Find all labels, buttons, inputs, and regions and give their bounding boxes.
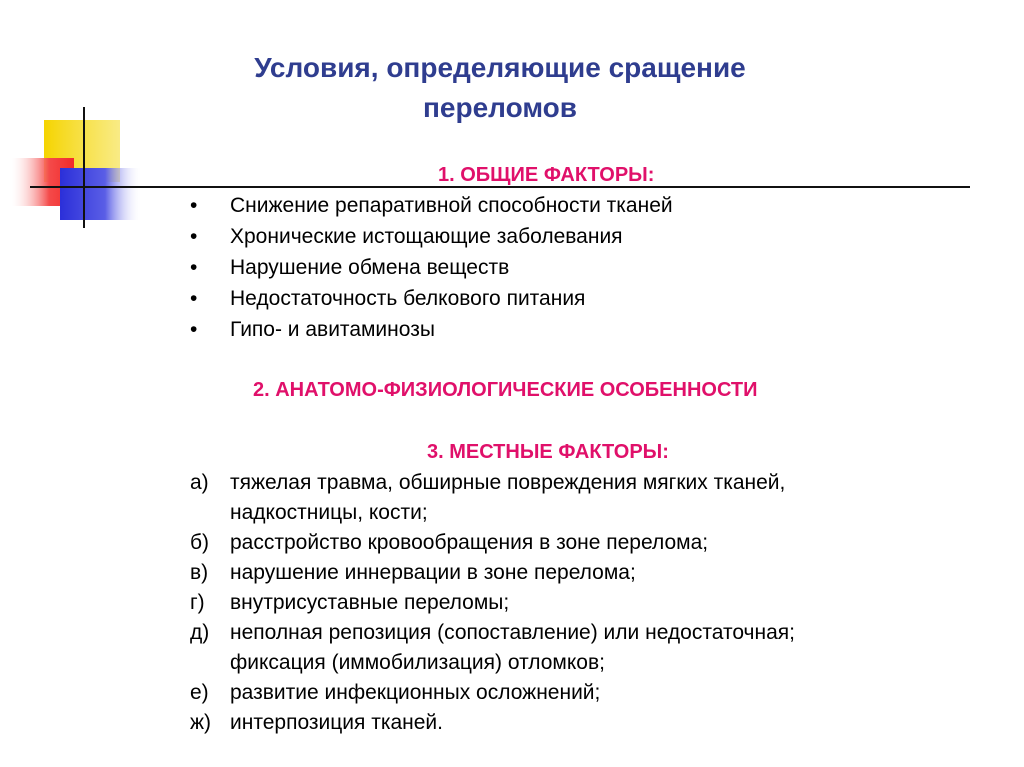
list-item-text: внутрисуставные переломы; xyxy=(230,591,510,614)
list-marker: е) xyxy=(190,681,209,704)
title-line-1: Условия, определяющие сращение xyxy=(254,52,746,83)
list-marker: д) xyxy=(190,621,210,644)
list-item-continuation xyxy=(190,498,1010,528)
list-item xyxy=(190,678,1010,708)
list-marker: г) xyxy=(190,591,205,614)
decorative-squares-graphic xyxy=(0,0,200,240)
title-line-2: переломов xyxy=(423,92,577,123)
bullet-marker: • xyxy=(190,256,198,279)
list-item-text: Гипо- и авитаминозы xyxy=(230,318,435,341)
list-item-text: нарушение иннервации в зоне перелома; xyxy=(230,561,636,584)
list-item xyxy=(190,468,1010,498)
page-title xyxy=(200,48,800,128)
list-item xyxy=(190,708,1010,738)
list-item xyxy=(190,314,990,345)
list-item xyxy=(190,190,990,221)
list-item-text: Нарушение обмена веществ xyxy=(230,256,510,279)
bullet-marker: • xyxy=(190,225,198,248)
list-item-text: Недостаточность белкового питания xyxy=(230,287,586,310)
local-factors-list xyxy=(190,468,1010,738)
bullet-marker: • xyxy=(190,194,198,217)
section-heading-local-factors: 3. МЕСТНЫЕ ФАКТОРЫ: xyxy=(427,441,669,463)
list-item xyxy=(190,618,1010,648)
list-item-text: тяжелая травма, обширные повреждения мягких тканей, xyxy=(230,471,786,494)
list-item-text: фиксация (иммобилизация) отломков; xyxy=(230,651,605,674)
list-item-text: надкостницы, кости; xyxy=(230,501,428,524)
list-marker: ж) xyxy=(190,711,212,734)
list-item xyxy=(190,221,990,252)
list-marker: б) xyxy=(190,531,210,554)
list-item-text: Снижение репаративной способности тканей xyxy=(230,194,673,217)
list-item xyxy=(190,283,990,314)
bullet-marker: • xyxy=(190,287,198,310)
list-item xyxy=(190,252,990,283)
general-factors-list xyxy=(190,190,990,345)
list-marker: а) xyxy=(190,471,209,494)
list-item xyxy=(190,528,1010,558)
list-marker: в) xyxy=(190,561,209,584)
blue-square xyxy=(60,168,142,220)
list-item xyxy=(190,588,1010,618)
list-item xyxy=(190,558,1010,588)
bullet-marker: • xyxy=(190,318,198,341)
list-item-text: развитие инфекционных осложнений; xyxy=(230,681,601,704)
list-item-continuation xyxy=(190,648,1010,678)
list-item-text: неполная репозиция (сопоставление) или недостаточная; xyxy=(230,621,795,644)
list-item-text: расстройство кровообращения в зоне перелома; xyxy=(230,531,709,554)
section-heading-anatomical-features: 2. АНАТОМО-ФИЗИОЛОГИЧЕСКИЕ ОСОБЕННОСТИ xyxy=(253,379,758,401)
list-item-text: интерпозиция тканей. xyxy=(230,711,443,734)
section-heading-general-factors: 1. ОБЩИЕ ФАКТОРЫ: xyxy=(438,164,655,186)
list-item-text: Хронические истощающие заболевания xyxy=(230,225,623,248)
